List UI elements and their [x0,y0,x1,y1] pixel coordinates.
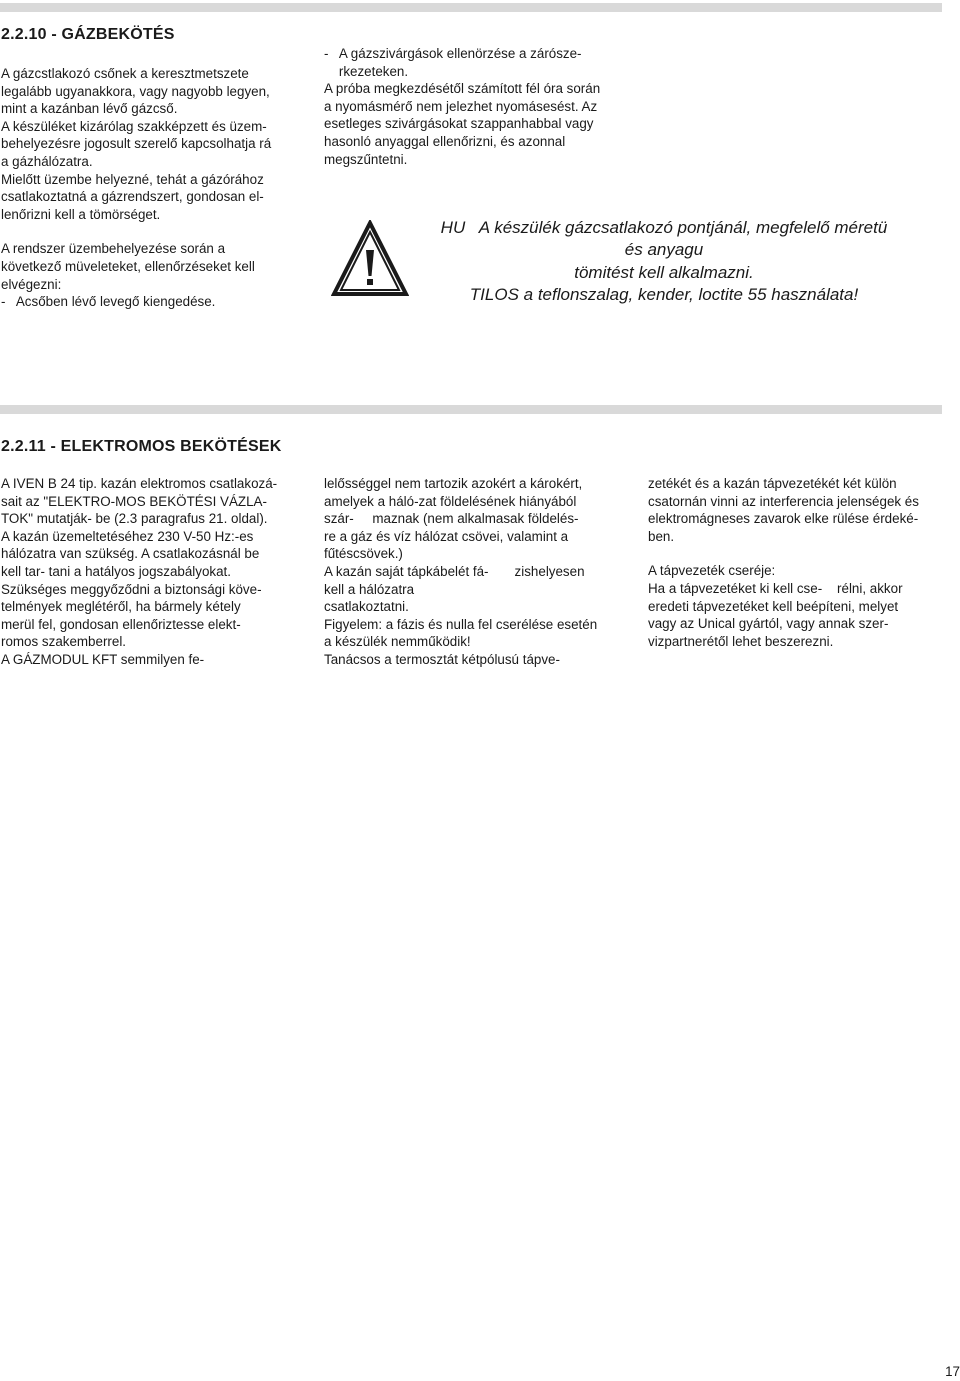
page-number: 17 [945,1364,960,1379]
text-line: eredeti tápvezetéket kell beépíteni, melyet [648,598,899,614]
notice-line: TILOS a teflonszalag, kender, loctite 55 használata! [469,284,859,304]
text-line: a nyomásmérő nem jelezhet nyomásesést. Az [324,98,598,114]
text-line: Mielőtt üzembe helyezné, tehát a gázórához [1,171,264,187]
electric-section-heading: 2.2.11 - ELEKTROMOS BEKÖTÉSEK [1,438,282,455]
text-line: szár- maznak (nem alkalmasak földelés- [324,511,579,527]
text-line: hálózatra van szükség. A csatlakozásnál be [1,546,260,562]
text-line: - Acsőben lévő levegő kiengedése. [1,294,216,310]
teflon-warning-notice [414,217,914,306]
gas-paragraph-1 [1,65,301,223]
text-line: A tápvezeték cseréje: [648,563,776,579]
text-line: legalább ugyanakkora, vagy nagyobb legyen, [1,83,270,99]
notice-line: HU A készülék gázcsatlakozó pontjánál, megfelelő méretü [440,218,888,237]
text-line: hasonló anyaggal ellenőrizni, és azonnal [324,133,566,149]
text-line: kell a hálózatra [324,581,415,597]
electric-column-3 [648,475,948,650]
text-line: rkezeteken. [324,63,409,79]
text-line: Ha a tápvezetéket ki kell cse- rélni, akkor [648,580,903,596]
text-line: fűtéscsövek.) [324,546,403,562]
text-line: zetékét és a kazán tápvezetékét két külön [648,476,897,491]
text-line: behelyezésre jogosult szerelő kapcsolhatja rá [1,136,272,152]
gas-section-heading: 2.2.10 - GÁZBEKÖTÉS [1,26,175,43]
text-line: csatornán vinni az interferencia jelenségek és [648,493,919,509]
text-line: esetleges szivárgásokat szappanhabbal vagy [324,116,594,132]
text-line: A IVEN B 24 tip. kazán elektromos csatlakozá- [1,476,278,491]
text-line: Szükséges meggyőződni a biztonsági köve- [1,581,262,597]
text-line: A készüléket kizárólag szakképzett és üzem- [1,118,267,134]
text-line: mint a kazánban lévő gázcső. [1,101,178,117]
text-line: megszűntetni. [324,151,408,167]
text-line: amelyek a háló-zat földelésének hiányából [324,493,577,509]
gas-column-1 [1,65,301,311]
text-line: a készülék nemműködik! [324,634,471,650]
text-line: vagy az Unical gyártól, vagy annak szer- [648,616,889,632]
warning-triangle-icon [331,220,409,298]
interference-paragraph [648,475,948,545]
electric-column-2 [324,475,624,669]
text-line: A próba megkezdésétől számított fél óra során [324,81,601,97]
text-line: elvégezni: [1,276,62,292]
middle-divider-bar [0,405,942,414]
text-line: elektromágneses zavarok elke rülése érdeké- [648,511,919,527]
electric-column-1 [1,475,301,669]
text-line: lenőrizni kell a tömörséget. [1,206,161,222]
notice-line: és anyagu [624,240,704,260]
text-line: lelősséggel nem tartozik azokért a károkért, [324,476,583,491]
cable-replacement-paragraph [648,562,948,650]
text-line: merül fel, gondosan ellenőriztesse elekt- [1,616,241,632]
gas-paragraph-2 [1,240,301,310]
text-line: A GÁZMODUL KFT semmilyen fe- [1,651,205,667]
text-line: re a gáz és víz hálózat csövei, valamint a [324,528,569,544]
text-line: sait az "ELEKTRO-MOS BEKÖTÉSI VÁZLA- [1,493,267,509]
text-line: TOK" mutatják- be (2.3 paragrafus 21. oldal). [1,511,268,527]
text-line: romos szakemberrel. [1,634,127,650]
text-line: A kazán saját tápkábelét fá- zishelyesen [324,563,585,579]
text-line: vizpartnerétől lehet beszerezni. [648,633,834,649]
text-line: A gázcstlakozó csőnek a keresztmetszete [1,66,249,81]
text-line: - A gázszivárgások ellenörzése a zárósze- [324,46,582,61]
text-line: ben. [648,528,675,544]
gas-column-2 [324,45,624,168]
text-line: Figyelem: a fázis és nulla fel cserélése esetén [324,616,598,632]
text-line: telmények meglétéről, ha bármely kétely [1,599,241,615]
text-line: következő müveleteket, ellenőrzéseket kell [1,258,255,274]
text-line: A rendszer üzembehelyezése során a [1,241,226,257]
text-line: csatlakoztatni. [324,599,409,615]
text-line: Tanácsos a termosztát kétpólusú tápve- [324,651,560,667]
text-line: a gázhálózatra. [1,153,93,169]
notice-line: tömitést kell alkalmazni. [574,262,754,282]
text-line: A kazán üzemeltetéséhez 230 V-50 Hz:-es [1,528,254,544]
text-line: kell tar- tani a hatályos jogszabályokat. [1,563,231,579]
top-divider-bar [0,3,942,12]
text-line: csatlakoztatná a gázrendszert, gondosan el- [1,189,264,205]
